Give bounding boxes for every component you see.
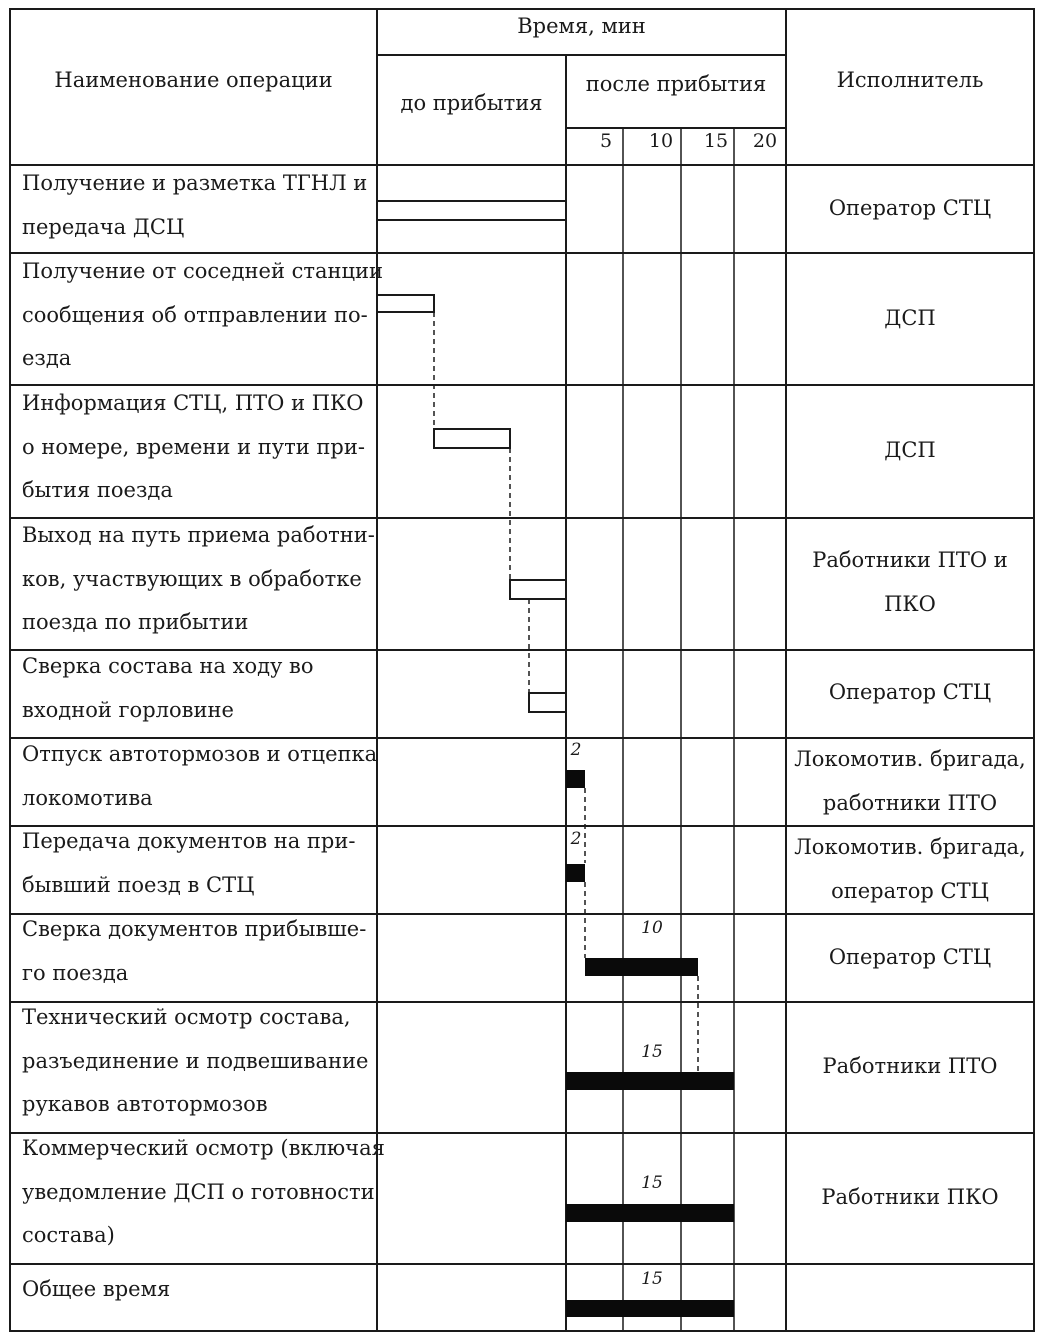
duration-label-row-9: 15	[641, 1042, 663, 1062]
row-8-operation: Сверка документов прибывше- го поезда	[22, 917, 367, 985]
row-6-operation: Отпуск автотормозов и отцепка локомотива	[22, 742, 378, 810]
duration-label-total: 15	[641, 1269, 663, 1289]
row-total-operation: Общее время	[22, 1277, 171, 1301]
header-after-arrival: после прибытия	[585, 72, 767, 96]
row-7-executor: Локомотив. бригада, оператор СТЦ	[794, 835, 1026, 903]
tick-5: 5	[599, 130, 613, 152]
row-9-executor: Работники ПТО	[822, 1054, 998, 1078]
bar-row-8	[585, 958, 698, 976]
row-2-executor: ДСП	[884, 306, 936, 330]
header-time: Время, мин	[517, 14, 646, 38]
bar-row-4	[510, 580, 566, 599]
bar-row-6	[566, 770, 585, 788]
row-5-executor: Оператор СТЦ	[828, 680, 992, 704]
row-10-operation: Коммерческий осмотр (включая уведомление ДСП о готовности состава)	[22, 1136, 385, 1247]
bar-row-1	[377, 201, 566, 220]
bar-row-9	[566, 1072, 734, 1090]
tick-15: 15	[703, 130, 729, 152]
header-before-arrival: до прибытия	[400, 91, 543, 115]
row-1-operation: Получение и разметка ТГНЛ и передача ДСЦ	[22, 171, 368, 239]
bar-row-2	[377, 295, 434, 312]
row-3-executor: ДСП	[884, 438, 936, 462]
row-9-operation: Технический осмотр состава, разъединение и подвешивание рукавов автотормозов	[22, 1005, 369, 1116]
duration-label-row-8: 10	[641, 918, 663, 938]
bar-row-total	[566, 1300, 734, 1317]
row-1-executor: Оператор СТЦ	[828, 196, 992, 220]
duration-label-row-10: 15	[641, 1173, 663, 1193]
bar-row-7	[566, 864, 585, 882]
row-2-operation: Получение от соседней станции сообщения об отправлении по- езда	[22, 259, 384, 370]
duration-label-row-7: 2	[570, 829, 582, 849]
row-4-operation: Выход на путь приема работни- ков, участвующих в обработке поезда по прибытии	[22, 523, 375, 634]
row-7-operation: Передача документов на при- бывший поезд в СТЦ	[22, 829, 356, 897]
bar-row-3	[434, 429, 510, 448]
tick-10: 10	[648, 130, 674, 152]
row-10-executor: Работники ПКО	[821, 1185, 999, 1209]
bar-row-5	[529, 693, 566, 712]
bar-row-10	[566, 1204, 734, 1222]
row-3-operation: Информация СТЦ, ПТО и ПКО о номере, времени и пути при- бытия поезда	[22, 391, 365, 502]
header-operation: Наименование операции	[54, 68, 333, 92]
header-executor: Исполнитель	[836, 68, 984, 92]
row-8-executor: Оператор СТЦ	[828, 945, 992, 969]
row-6-executor: Локомотив. бригада, работники ПТО	[794, 747, 1026, 815]
row-4-executor: Работники ПТО и ПКО	[812, 548, 1008, 616]
duration-label-row-6: 2	[570, 740, 582, 760]
tick-20: 20	[752, 130, 778, 152]
row-5-operation: Сверка состава на ходу во входной горловине	[22, 654, 314, 722]
